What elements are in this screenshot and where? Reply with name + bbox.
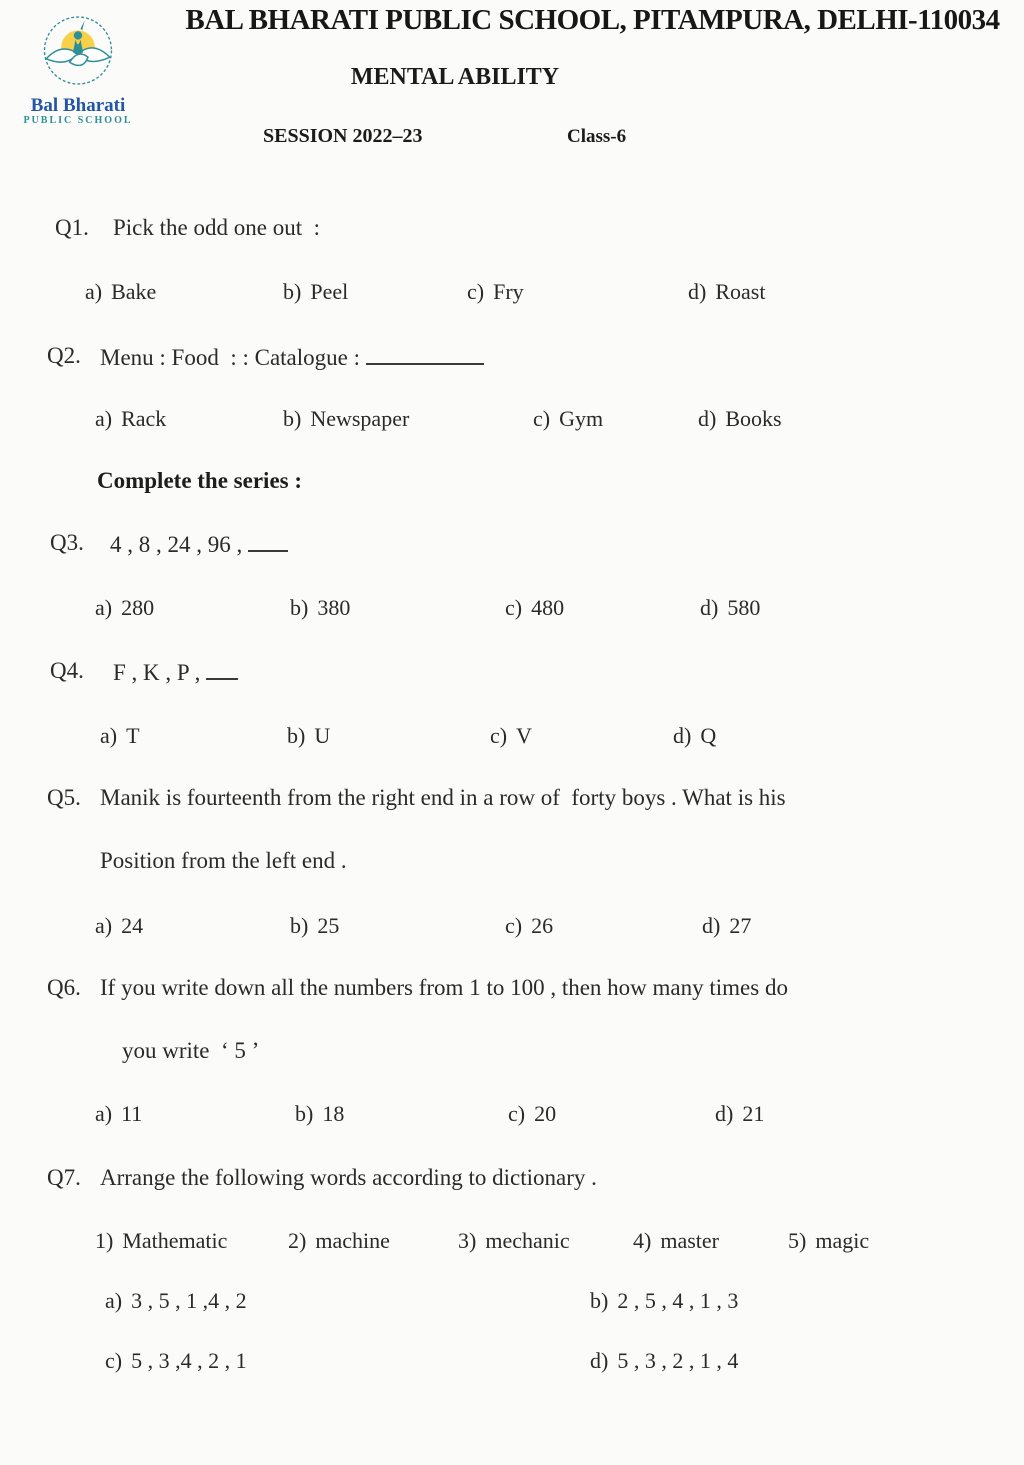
q2-number: Q2. (47, 343, 81, 368)
q1-option-d: d) Roast (688, 279, 766, 304)
q4-options-row (0, 723, 1024, 757)
q4-option-b: b) U (287, 723, 331, 748)
q7-option-c: c) 5 , 3 ,4 , 2 , 1 (105, 1348, 247, 1373)
q7-word-4: 4) master (633, 1228, 719, 1253)
q3-option-d: d) 580 (700, 595, 761, 620)
q2-option-a: a) Rack (95, 406, 167, 431)
q5-text-line2: Position from the left end . (100, 848, 347, 873)
q4-option-d: d) Q (673, 723, 717, 748)
q7-text: Arrange the following words according to dictionary . (100, 1165, 597, 1190)
session-label: SESSION 2022–23 (263, 125, 423, 147)
q2-option-b: b) Newspaper (283, 406, 410, 431)
subject-title: MENTAL ABILITY (350, 64, 560, 90)
q6-option-c: c) 20 (508, 1101, 557, 1126)
q2-options-row (0, 406, 1024, 440)
q3-text: 4 , 8 , 24 , 96 , (110, 530, 288, 558)
q5-text-line1: Manik is fourteenth from the right end in a row of forty boys . What is his (100, 785, 786, 810)
logo-school-name: Bal Bharati (30, 95, 126, 116)
q3-option-b: b) 380 (290, 595, 351, 620)
q7-word-1: 1) Mathematic (95, 1228, 228, 1253)
q7-word-3: 3) mechanic (458, 1228, 570, 1253)
q1-option-b: b) Peel (283, 279, 349, 304)
q3-number: Q3. (50, 530, 84, 555)
q7-option-d: d) 5 , 3 , 2 , 1 , 4 (590, 1348, 739, 1373)
q5-options-row (0, 913, 1024, 947)
q4-text: F , K , P , (113, 658, 238, 686)
q4-option-c: c) V (490, 723, 532, 748)
q3-answer-blank (248, 530, 288, 552)
q5-option-c: c) 26 (505, 913, 554, 938)
q7-word-5: 5) magic (788, 1228, 870, 1253)
q6-option-a: a) 11 (95, 1101, 143, 1126)
q7-options-row-1 (0, 1288, 1024, 1322)
q5-option-b: b) 25 (290, 913, 340, 938)
q4-answer-blank (206, 658, 238, 680)
q6-options-row (0, 1101, 1024, 1135)
q7-word-2: 2) machine (288, 1228, 390, 1253)
q1-text: Pick the odd one out : (113, 215, 320, 240)
q6-option-d: d) 21 (715, 1101, 765, 1126)
q7-option-b: b) 2 , 5 , 4 , 1 , 3 (590, 1288, 739, 1313)
q2-text: Menu : Food : : Catalogue : (100, 343, 484, 371)
q1-option-a: a) Bake (85, 279, 157, 304)
q7-number: Q7. (47, 1165, 81, 1190)
q2-option-c: c) Gym (533, 406, 604, 431)
q3-option-a: a) 280 (95, 595, 155, 620)
q1-options-row (0, 279, 1024, 313)
q6-text-line1: If you write down all the numbers from 1 to 100 , then how many times do (100, 975, 788, 1000)
q4-number: Q4. (50, 658, 84, 683)
q1-option-c: c) Fry (467, 279, 524, 304)
q1-number: Q1. (55, 215, 89, 240)
q4-option-a: a) T (100, 723, 140, 748)
q3-option-c: c) 480 (505, 595, 565, 620)
q2-answer-blank (366, 343, 484, 365)
section-heading: Complete the series : (97, 468, 303, 493)
q7-option-a: a) 3 , 5 , 1 ,4 , 2 (105, 1288, 247, 1313)
q5-option-a: a) 24 (95, 913, 144, 938)
q7-options-row-2 (0, 1348, 1024, 1382)
q6-option-b: b) 18 (295, 1101, 345, 1126)
q7-words-row (0, 1228, 1024, 1262)
q2-option-d: d) Books (698, 406, 782, 431)
q6-text-line2: you write ‘ 5 ’ (122, 1038, 260, 1063)
school-name-heading: BAL BHARATI PUBLIC SCHOOL, PITAMPURA, DELHI-110034 (185, 4, 1000, 36)
q5-number: Q5. (47, 785, 81, 810)
logo-school-subtitle: PUBLIC SCHOOL (23, 115, 133, 126)
class-label: Class-6 (567, 126, 627, 147)
q3-options-row (0, 595, 1024, 629)
q6-number: Q6. (47, 975, 81, 1000)
q5-option-d: d) 27 (702, 913, 752, 938)
